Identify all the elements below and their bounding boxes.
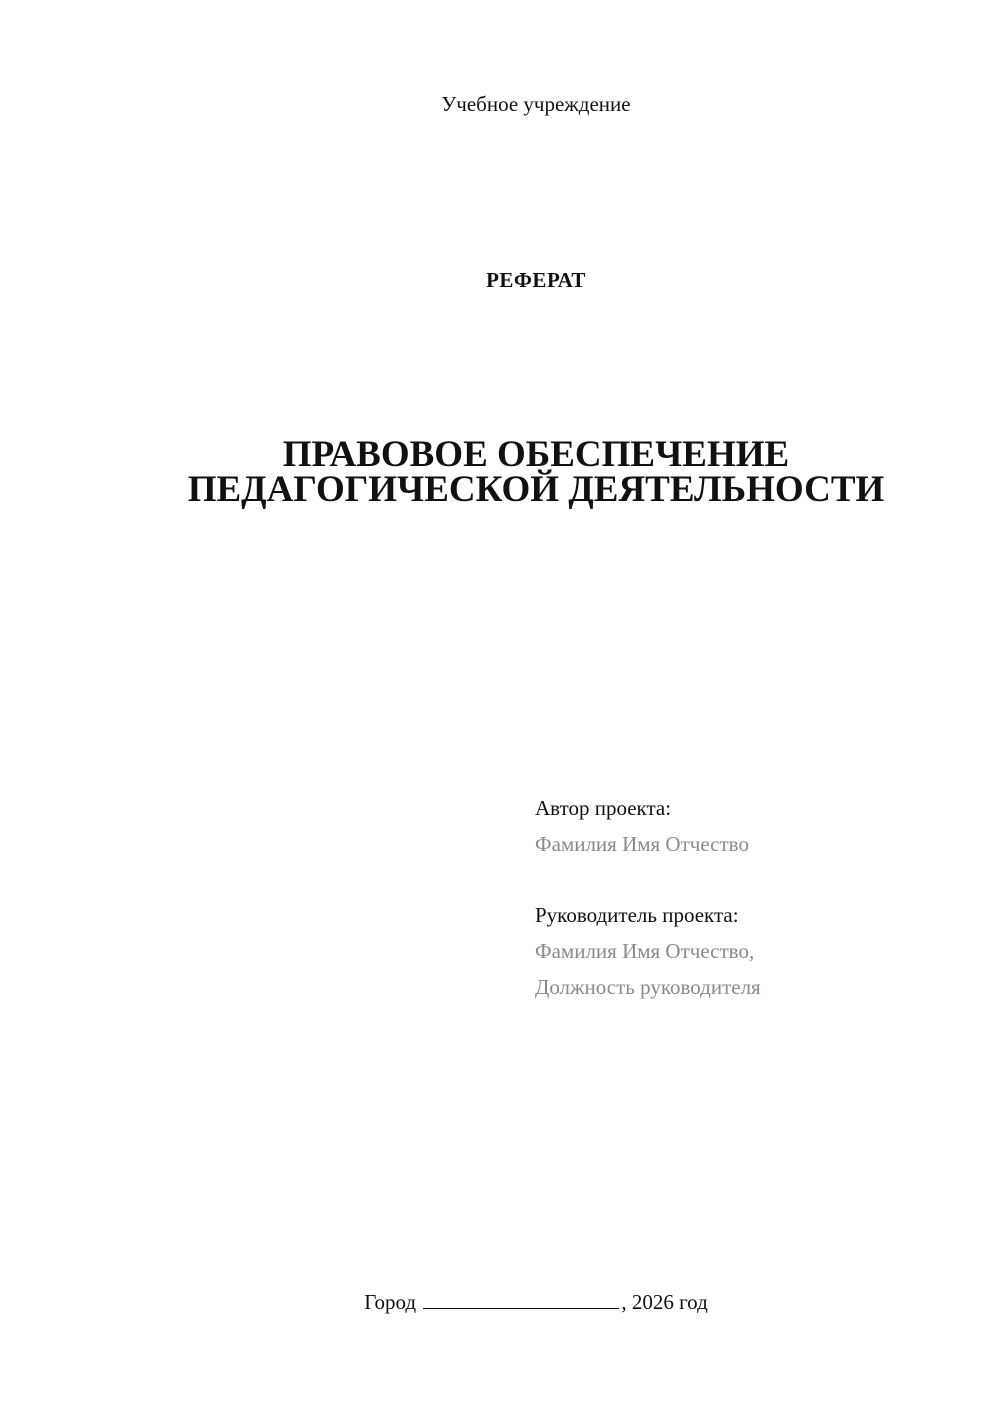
- people-block: [535, 790, 761, 1005]
- supervisor-label: Руководитель проекта:: [535, 903, 739, 927]
- city-blank-line: [423, 1290, 619, 1309]
- document-title: [0, 434, 1000, 510]
- supervisor-name: Фамилия Имя Отчество,: [535, 939, 755, 963]
- document-type: РЕФЕРАТ: [486, 268, 586, 292]
- supervisor-position: Должность руководителя: [535, 975, 761, 999]
- spacer: [535, 862, 761, 897]
- title-line-2: ПЕДАГОГИЧЕСКОЙ ДЕЯТЕЛЬНОСТИ: [187, 469, 885, 510]
- year-text: , 2026 год: [621, 1290, 708, 1314]
- city-label: Город: [364, 1290, 417, 1314]
- institution-name: Учебное учреждение: [441, 92, 631, 116]
- footer-city-year: [0, 1290, 1000, 1315]
- author-label: Автор проекта:: [535, 796, 672, 820]
- author-name: Фамилия Имя Отчество: [535, 832, 749, 856]
- title-line-1: ПРАВОВОЕ ОБЕСПЕЧЕНИЕ: [282, 434, 790, 475]
